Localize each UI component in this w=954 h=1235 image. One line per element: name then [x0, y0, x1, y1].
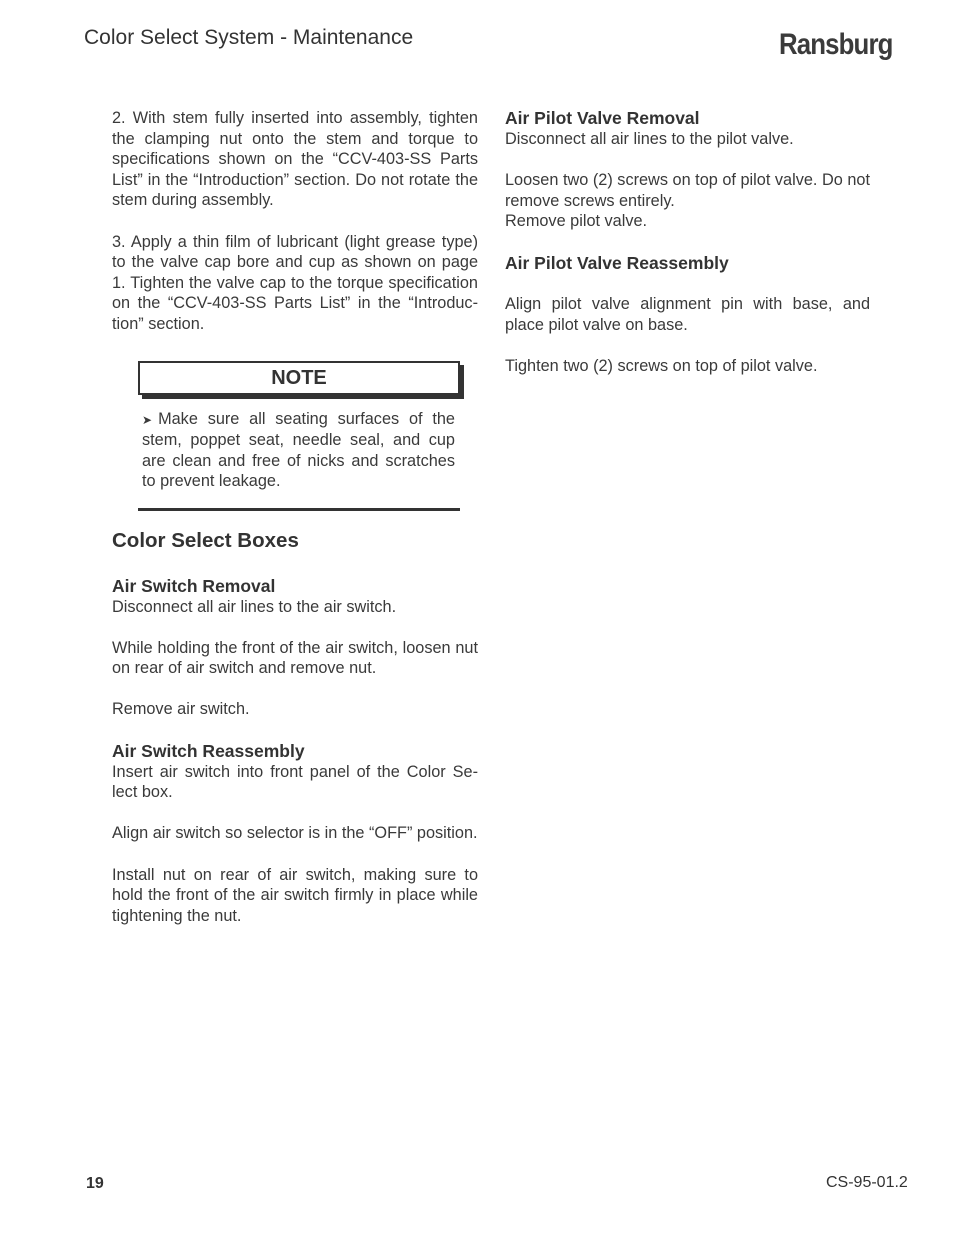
air-switch-removal-p1: Disconnect all air lines to the air switch.: [112, 597, 397, 616]
air-switch-reassembly-p1: Insert air switch into front panel of the Color Se-lect box.: [112, 762, 478, 802]
air-switch-removal-p3: Remove air switch.: [112, 700, 250, 719]
air-switch-reassembly-p3: Install nut on rear of air switch, making sure to hold the front of the air switch firmly in place while tightening the nut.: [112, 865, 478, 925]
left-column: [112, 108, 478, 926]
air-switch-reassembly-p2: Align air switch so selector is in the “OFF” position.: [112, 824, 478, 843]
pilot-reassembly-p1: Align pilot valve alignment pin with base, and place pilot valve on base.: [505, 295, 870, 334]
air-switch-removal-p2: While holding the front of the air switch, loosen nut on rear of air switch and remove nut.: [112, 638, 478, 678]
document-code: CS-95-01.2: [826, 1174, 908, 1191]
arrow-bullet-icon: ➤: [142, 412, 153, 427]
step-3-paragraph: 3. Apply a thin film of lubricant (light grease type) to the valve cap bore and cup as shown on page 1. Tighten the valve cap to the torque specification on the “CCV-403-SS Parts List” in the “Introduc-tion” section.: [112, 232, 478, 333]
ransburg-logo: Ransburg: [779, 28, 893, 61]
note-text: Make sure all seating surfaces of the stem, poppet seat, needle seal, and cup are clean and free of nicks and scratches to prevent leakage.: [142, 409, 455, 491]
heading-air-switch-reassembly: Air Switch Reassembly: [112, 740, 305, 761]
note-title: NOTE: [138, 361, 460, 395]
right-column: [505, 108, 870, 377]
note-text-wrapper: [142, 409, 455, 492]
section-title-color-select-boxes: Color Select Boxes: [112, 528, 299, 552]
pilot-removal-p2b: Remove pilot valve.: [505, 212, 648, 231]
pilot-reassembly-p2: Tighten two (2) screws on top of pilot valve.: [505, 356, 818, 375]
step-2-paragraph: 2. With stem fully inserted into assembly, tighten the clamping nut onto the stem and torque to specifications shown on the “CCV-403-SS Parts List” in the “Introduction” section. Do not rotate the stem during assembly.: [112, 109, 478, 210]
heading-air-pilot-valve-removal: Air Pilot Valve Removal: [505, 108, 700, 128]
page-header-title: Color Select System - Maintenance: [84, 26, 414, 49]
heading-air-pilot-valve-reassembly: Air Pilot Valve Reassembly: [505, 252, 729, 273]
page-number: 19: [86, 1175, 104, 1192]
pilot-removal-p1: Disconnect all air lines to the pilot valve.: [505, 130, 794, 148]
heading-air-switch-removal: Air Switch Removal: [112, 575, 276, 596]
pilot-removal-p2a: Loosen two (2) screws on top of pilot valve. Do not remove screws entirely.: [505, 171, 870, 210]
note-block: [138, 361, 460, 511]
